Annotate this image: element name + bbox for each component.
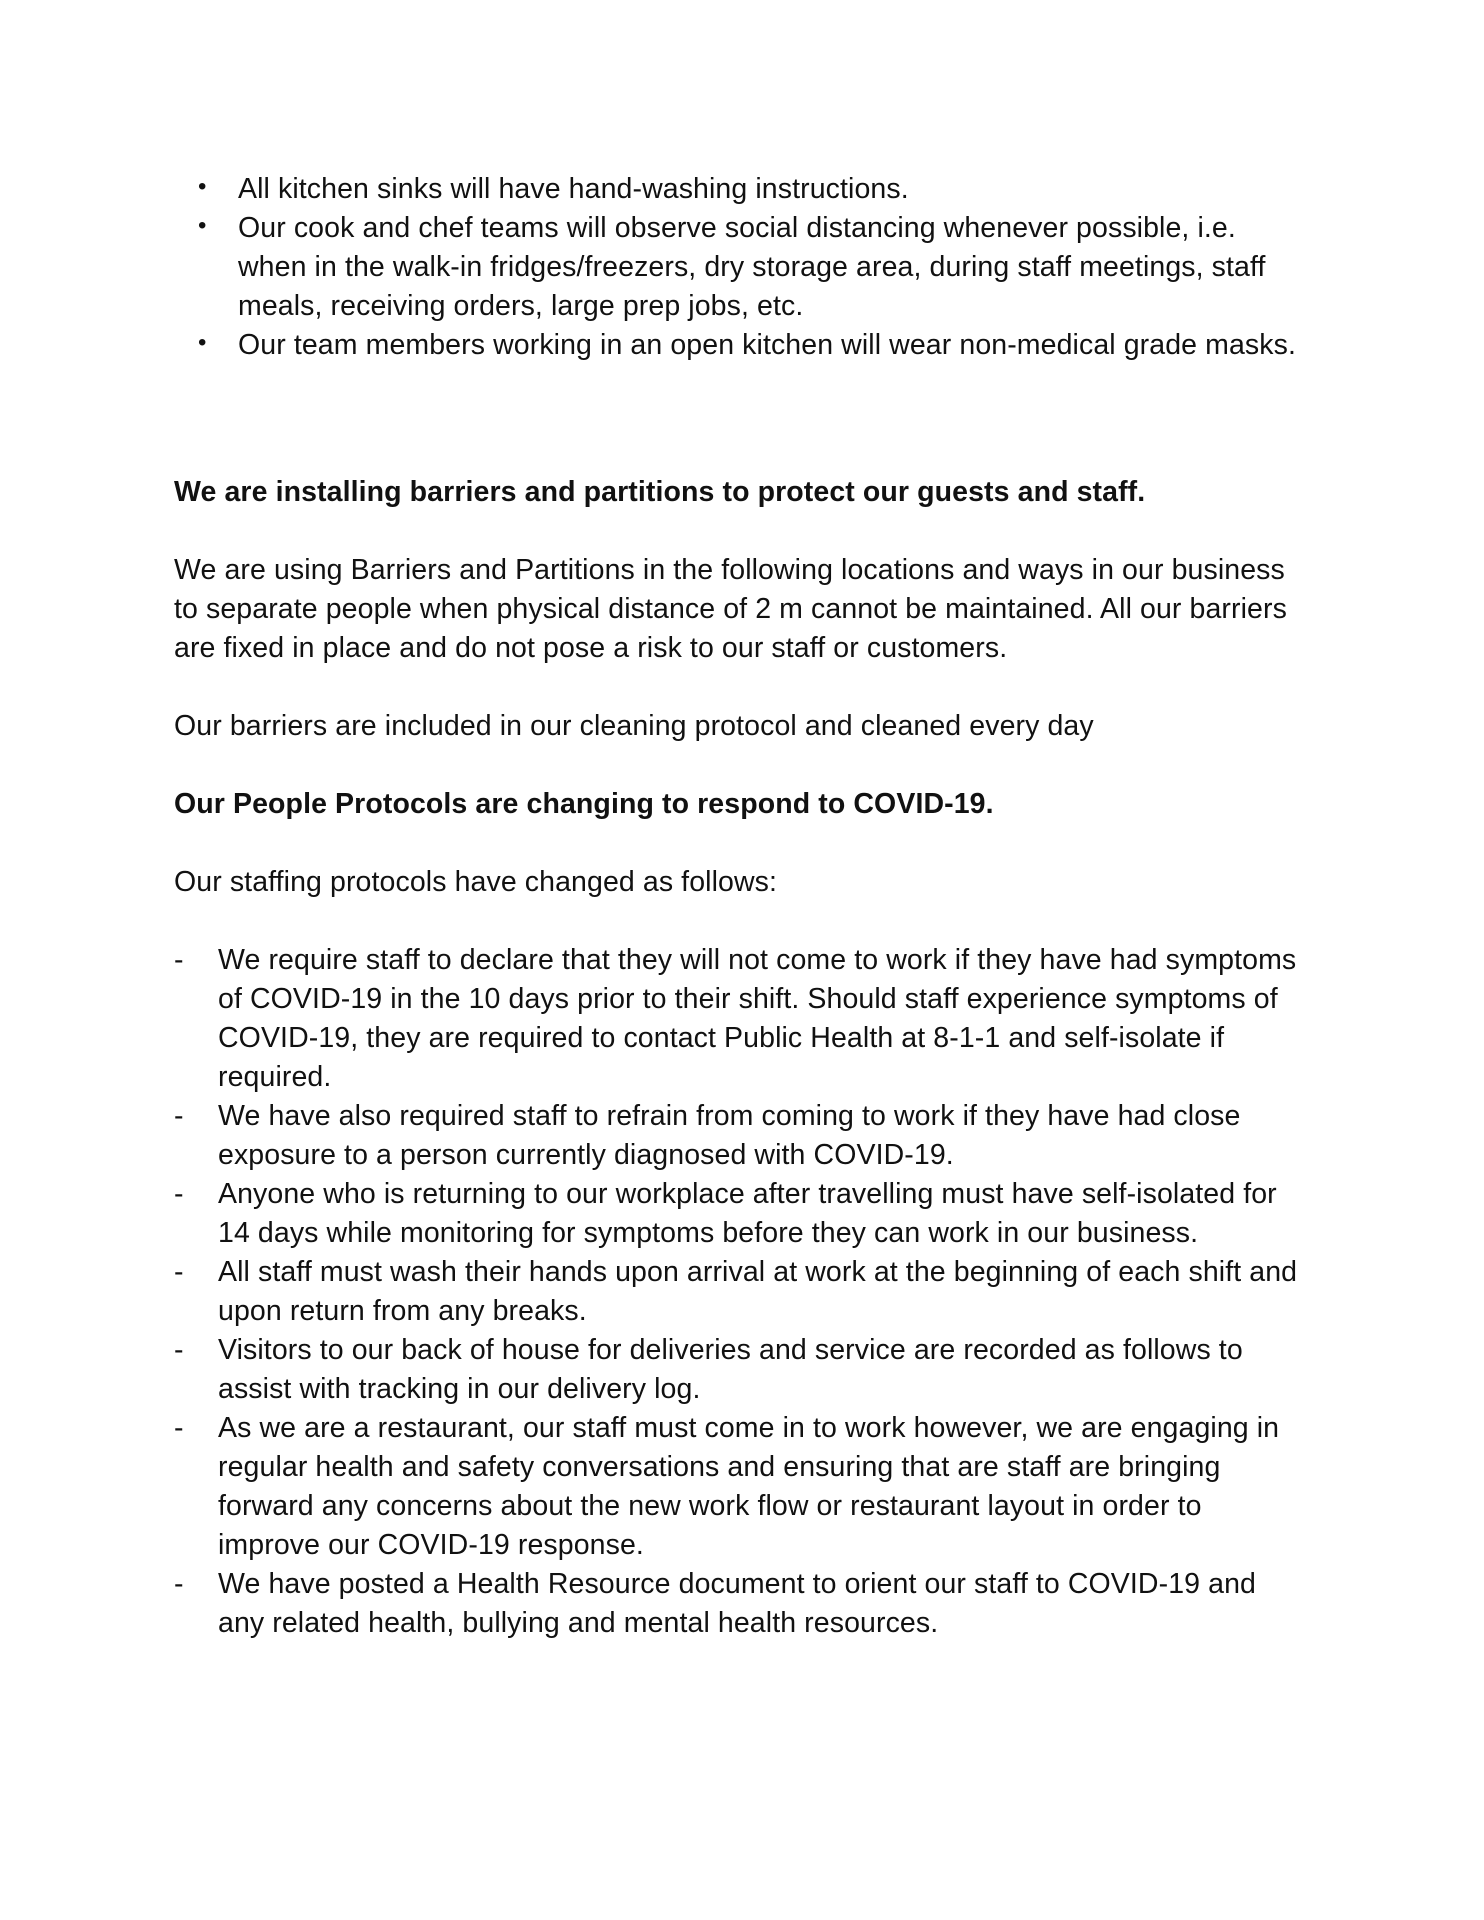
list-item [174, 1565, 1304, 1643]
bullet-marker: • [198, 329, 207, 356]
list-item [174, 326, 1304, 365]
list-item-text: We require staff to declare that they will not come to work if they have had symptoms of COVID-19 in the 10 days prior to their shift. Should staff experience symptoms of COVID-19, they are required to contact Public Health at 8-1-1 and self-isolate if required. [218, 944, 1297, 1093]
kitchen-bullet-list [174, 170, 1304, 365]
people-heading: Our People Protocols are changing to respond to COVID-19. [174, 788, 994, 820]
list-item [174, 941, 1304, 1097]
dash-marker: - [174, 1568, 184, 1600]
bullet-marker: • [198, 173, 207, 200]
list-item [174, 1331, 1304, 1409]
list-item [174, 170, 1304, 209]
list-item [174, 1175, 1304, 1253]
list-item [174, 1409, 1304, 1565]
paragraph-spacer [174, 824, 1304, 863]
list-item-text: All kitchen sinks will have hand-washing instructions. [238, 173, 909, 205]
dash-marker: - [174, 1334, 184, 1366]
paragraph-spacer [174, 512, 1304, 551]
dash-marker: - [174, 1178, 184, 1210]
list-item-text: All staff must wash their hands upon arrival at work at the beginning of each shift and upon return from any breaks. [218, 1256, 1298, 1327]
list-item-text: We have posted a Health Resource document to orient our staff to COVID-19 and any related health, bullying and mental health resources. [218, 1568, 1256, 1639]
list-item-text: As we are a restaurant, our staff must come in to work however, we are engaging in regular health and safety conversations and ensuring that are staff are bringing forward any concerns about the new work flow or restaurant layout in order to improve our COVID-19 response. [218, 1412, 1280, 1561]
list-item-text: Visitors to our back of house for deliveries and service are recorded as follows to assist with tracking in our delivery log. [218, 1334, 1243, 1405]
dash-marker: - [174, 1256, 184, 1288]
barriers-paragraph: We are using Barriers and Partitions in the following locations and ways in our business to separate people when physical distance of 2 m cannot be maintained. All our barriers are fixed in place and do not pose a risk to our staff or customers. [174, 554, 1287, 664]
paragraph-spacer [174, 668, 1304, 707]
document-body [174, 170, 1304, 1643]
list-item [174, 1097, 1304, 1175]
barriers-heading: We are installing barriers and partitions to protect our guests and staff. [174, 476, 1146, 508]
paragraph-spacer [174, 902, 1304, 941]
section-spacer [174, 365, 1304, 473]
bullet-marker: • [198, 212, 207, 239]
people-intro: Our staffing protocols have changed as follows: [174, 866, 778, 898]
staffing-protocol-list [174, 941, 1304, 1643]
list-item-text: We have also required staff to refrain from coming to work if they have had close exposure to a person currently diagnosed with COVID-19. [218, 1100, 1241, 1171]
barriers-cleaning-paragraph: Our barriers are included in our cleaning protocol and cleaned every day [174, 710, 1094, 742]
list-item [174, 209, 1304, 326]
list-item-text: Anyone who is returning to our workplace after travelling must have self-isolated for 14 days while monitoring for symptoms before they can work in our business. [218, 1178, 1277, 1249]
list-item-text: Our cook and chef teams will observe social distancing whenever possible, i.e. when in the walk-in fridges/freezers, dry storage area, during staff meetings, staff meals, receiving orders, large prep jobs, etc. [238, 212, 1266, 322]
list-item [174, 1253, 1304, 1331]
list-item-text: Our team members working in an open kitchen will wear non-medical grade masks. [238, 329, 1296, 361]
paragraph-spacer [174, 746, 1304, 785]
dash-marker: - [174, 944, 184, 976]
dash-marker: - [174, 1100, 184, 1132]
dash-marker: - [174, 1412, 184, 1444]
